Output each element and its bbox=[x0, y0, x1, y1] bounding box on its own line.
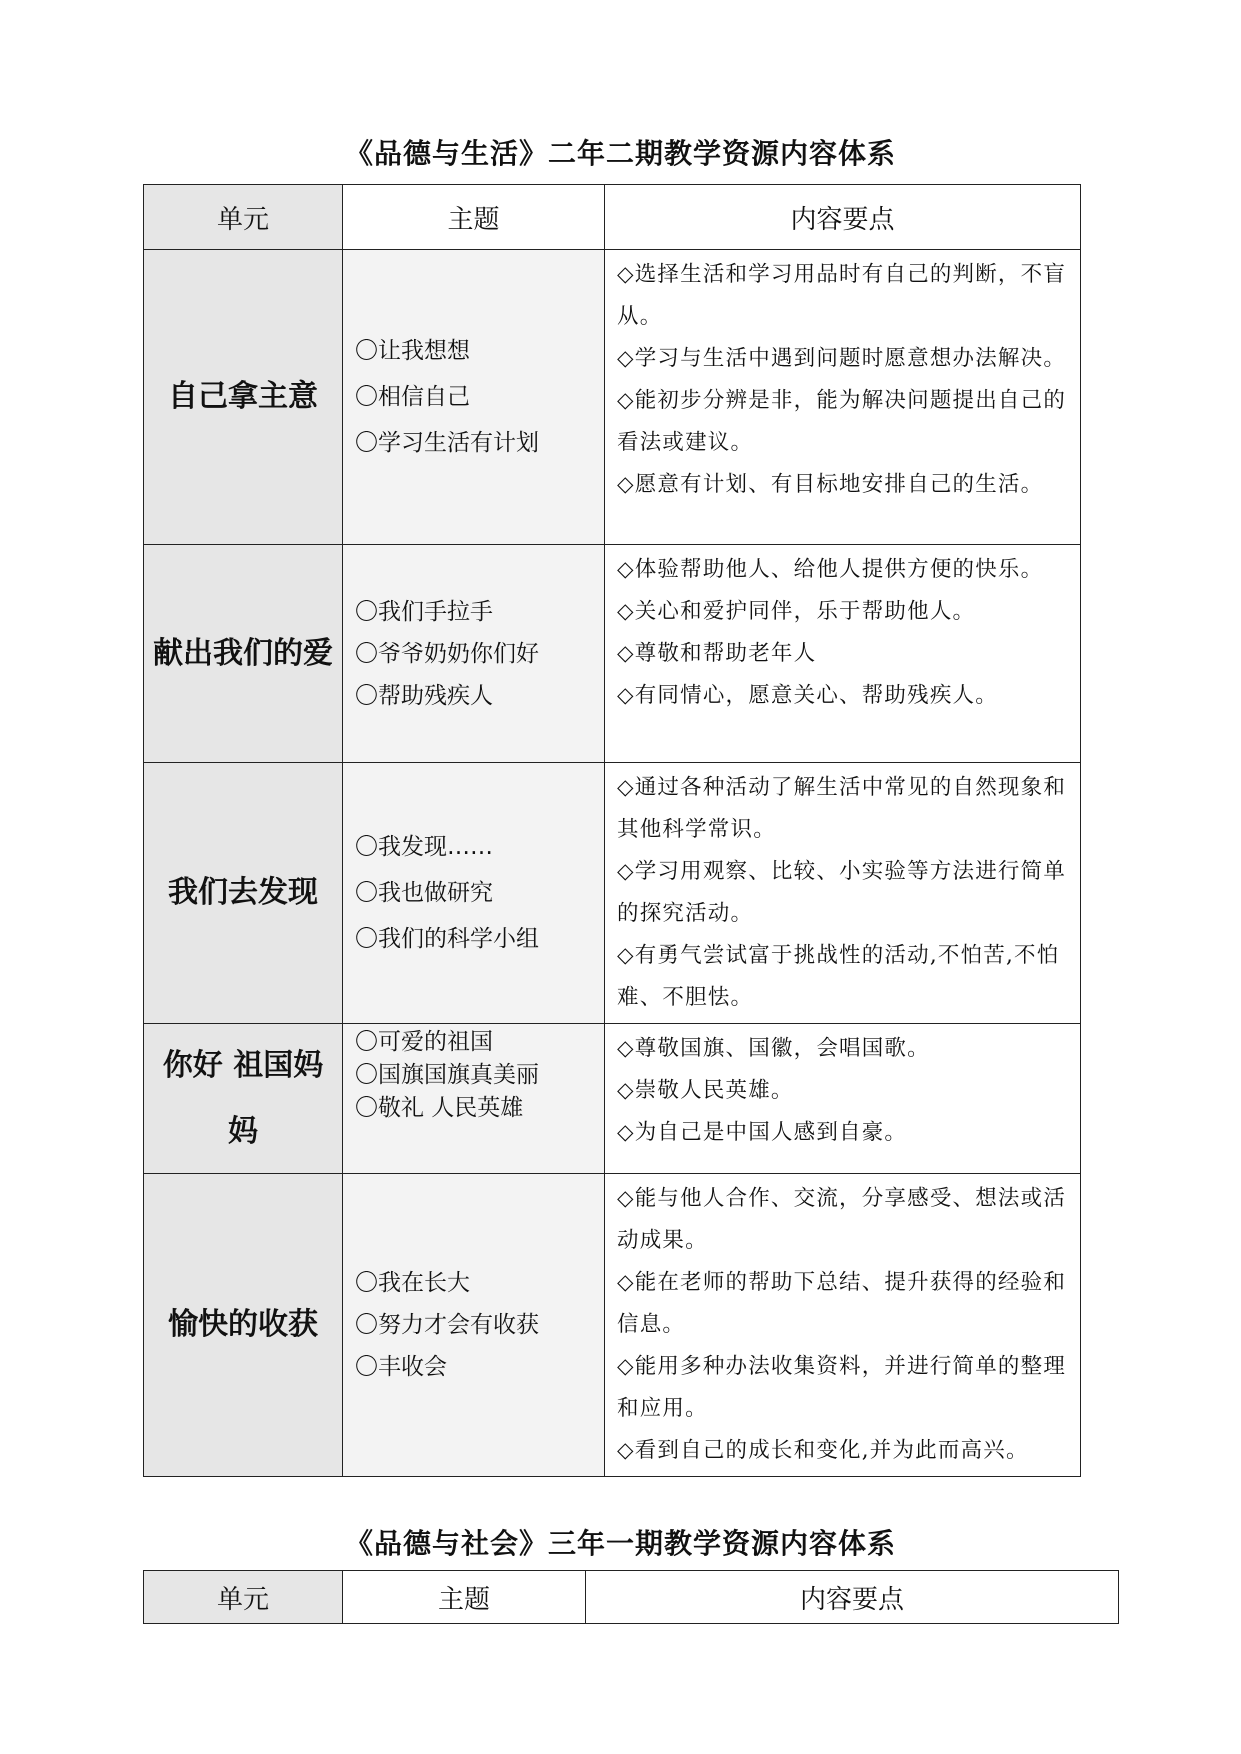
content-point: ◇尊敬和帮助老年人 bbox=[617, 641, 817, 666]
table-row bbox=[144, 545, 1081, 763]
content-point: ◇学习与生活中遇到问题时愿意想办法解决。 bbox=[617, 346, 1067, 371]
theme-item: 〇我们手拉手 bbox=[355, 598, 493, 625]
content-point: ◇学习用观察、比较、小实验等方法进行简单的探究活动。 bbox=[617, 859, 1067, 926]
unit-cell: 献出我们的爱 bbox=[144, 545, 343, 763]
header-unit: 单元 bbox=[144, 185, 343, 250]
table-row bbox=[144, 1174, 1081, 1477]
content-point: ◇体验帮助他人、给他人提供方便的快乐。 bbox=[617, 557, 1044, 582]
content-point: ◇选择生活和学习用品时有自己的判断，不盲从。 bbox=[617, 262, 1067, 329]
theme-cell bbox=[343, 545, 605, 763]
content-point: ◇能初步分辨是非，能为解决问题提出自己的看法或建议。 bbox=[617, 388, 1067, 455]
theme-cell bbox=[343, 1174, 605, 1477]
document-title-2: 《品德与社会》三年一期教学资源内容体系 bbox=[344, 1527, 896, 1560]
curriculum-table-1 bbox=[143, 184, 1081, 1477]
theme-item: 〇可爱的祖国 bbox=[355, 1029, 493, 1055]
content-cell bbox=[605, 545, 1081, 763]
table-row bbox=[144, 1024, 1081, 1174]
header-theme: 主题 bbox=[343, 1571, 586, 1624]
theme-item: 〇国旗国旗真美丽 bbox=[355, 1062, 539, 1088]
document-title-1: 《品德与生活》二年二期教学资源内容体系 bbox=[344, 137, 896, 170]
theme-item: 〇让我想想 bbox=[355, 338, 470, 364]
content-point: ◇崇敬人民英雄。 bbox=[617, 1078, 794, 1103]
table-row bbox=[144, 250, 1081, 545]
content-point: ◇能用多种办法收集资料，并进行简单的整理和应用。 bbox=[617, 1354, 1067, 1421]
unit-cell: 你好 祖国妈妈 bbox=[144, 1024, 343, 1174]
table-header-row bbox=[144, 185, 1081, 250]
content-cell bbox=[605, 763, 1081, 1024]
theme-cell bbox=[343, 1024, 605, 1174]
unit-cell: 我们去发现 bbox=[144, 763, 343, 1024]
theme-cell bbox=[343, 763, 605, 1024]
content-point: ◇有同情心，愿意关心、帮助残疾人。 bbox=[617, 683, 998, 708]
content-point: ◇愿意有计划、有目标地安排自己的生活。 bbox=[617, 472, 1044, 497]
content-point: ◇关心和爱护同伴，乐于帮助他人。 bbox=[617, 599, 976, 624]
theme-item: 〇爷爷奶奶你们好 bbox=[355, 640, 539, 667]
curriculum-table-2 bbox=[143, 1570, 1119, 1624]
unit-cell: 自己拿主意 bbox=[144, 250, 343, 545]
theme-cell bbox=[343, 250, 605, 545]
header-content: 内容要点 bbox=[586, 1571, 1119, 1624]
theme-item: 〇学习生活有计划 bbox=[355, 430, 539, 456]
header-theme: 主题 bbox=[343, 185, 605, 250]
content-point: ◇为自己是中国人感到自豪。 bbox=[617, 1120, 908, 1145]
content-cell bbox=[605, 1024, 1081, 1174]
unit-cell: 愉快的收获 bbox=[144, 1174, 343, 1477]
theme-item: 〇敬礼 人民英雄 bbox=[355, 1095, 524, 1121]
header-content: 内容要点 bbox=[605, 185, 1081, 250]
header-unit: 单元 bbox=[144, 1571, 343, 1624]
content-point: ◇尊敬国旗、国徽，会唱国歌。 bbox=[617, 1036, 930, 1061]
theme-item: 〇努力才会有收获 bbox=[355, 1312, 539, 1338]
theme-item: 〇我们的科学小组 bbox=[355, 926, 539, 952]
theme-item: 〇我在长大 bbox=[355, 1270, 470, 1296]
table-row bbox=[144, 763, 1081, 1024]
theme-item: 〇帮助残疾人 bbox=[355, 682, 493, 709]
theme-item: 〇相信自己 bbox=[355, 384, 470, 410]
content-point: ◇能与他人合作、交流，分享感受、想法或活动成果。 bbox=[617, 1186, 1067, 1253]
content-point: ◇有勇气尝试富于挑战性的活动,不怕苦,不怕难、不胆怯。 bbox=[617, 943, 1060, 1010]
table-header-row bbox=[144, 1571, 1119, 1624]
content-point: ◇通过各种活动了解生活中常见的自然现象和其他科学常识。 bbox=[617, 775, 1067, 842]
content-point: ◇能在老师的帮助下总结、提升获得的经验和信息。 bbox=[617, 1270, 1067, 1337]
theme-item: 〇丰收会 bbox=[355, 1354, 447, 1380]
theme-item: 〇我发现…… bbox=[355, 834, 493, 860]
content-point: ◇看到自己的成长和变化,并为此而高兴。 bbox=[617, 1438, 1029, 1463]
content-cell bbox=[605, 250, 1081, 545]
theme-item: 〇我也做研究 bbox=[355, 880, 493, 906]
content-cell bbox=[605, 1174, 1081, 1477]
